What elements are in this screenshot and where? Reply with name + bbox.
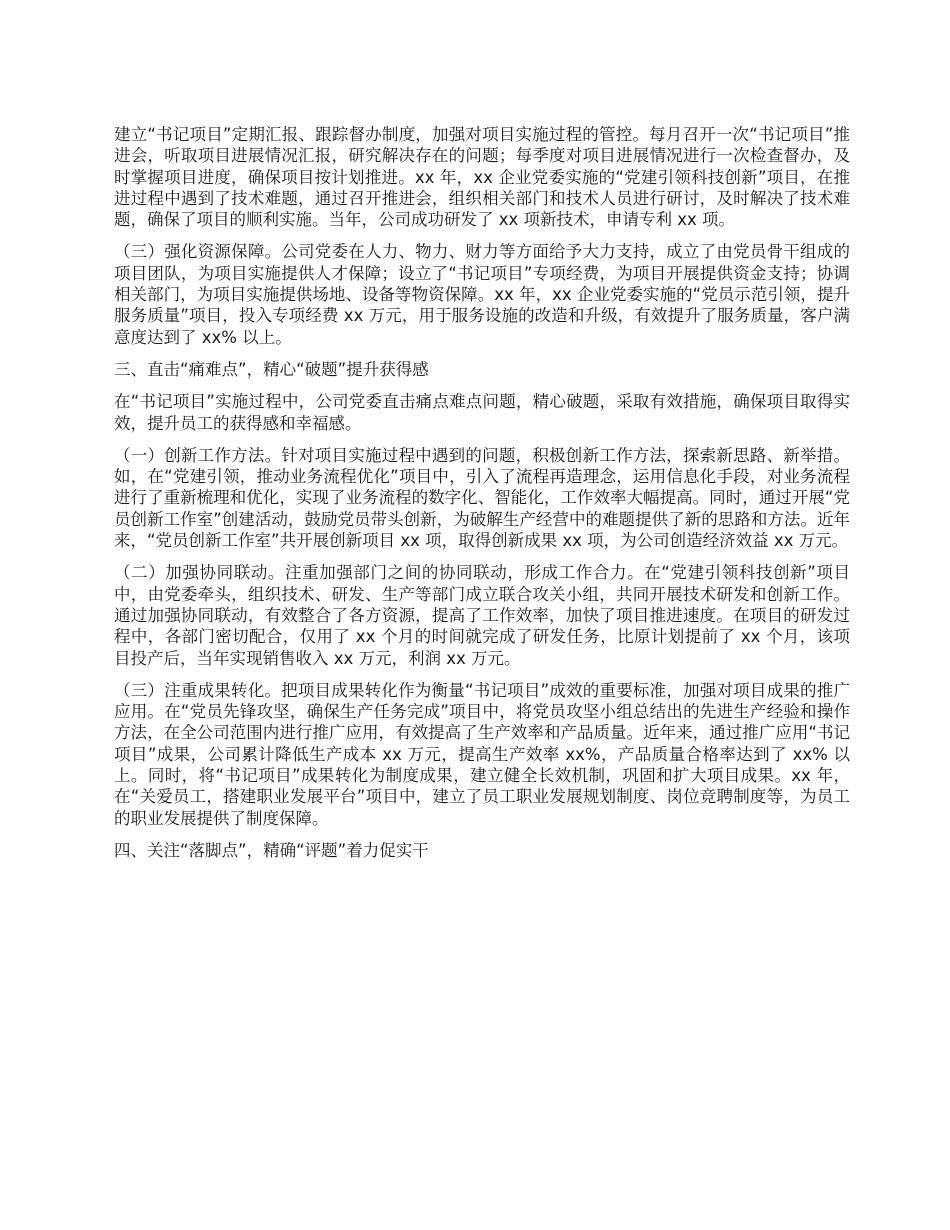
paragraph-innovation-methods: （一）创新工作方法。针对项目实施过程中遇到的问题，积极创新工作方法，探索新思路、新举措。如，在“党建引领，推动业务流程优化”项目中，引入了流程再造理念，运用信息化手段，对业务流程进行了重新梳理和优化，实现了业务流程的数字化、智能化，工作效率大幅提高。同时，通过开展“党员创新工作室”创建活动，鼓励党员带头创新，为破解生产经营中的难题提供了新的思路和方法。近年来，“党员创新工作室”共开展创新项目 xx 项，取得创新成果 xx 项，为公司创造经济效益 xx 万元。 [114,445,850,551]
section-heading-focus-point: 四、关注“落脚点”，精确“评题”着力促实干 [114,840,429,860]
paragraph-results-transformation: （三）注重成果转化。把项目成果转化作为衡量“书记项目”成效的重要标准，加强对项目成果的推广应用。在“党员先锋攻坚，确保生产任务完成”项目中，将党员攻坚小组总结出的先进生产经验和操作方法，在全公司范围内进行推广应用，有效提高了生产效率和产品质量。近年来，通过推广应用“书记项目”成果，公司累计降低生产成本 xx 万元，提高生产效率 xx%，产品质量合格率达到了 xx% 以上。同时，将“书记项目”成果转化为制度成果，建立健全长效机制，巩固和扩大项目成果。xx 年，在“关爱员工，搭建职业发展平台”项目中，建立了员工职业发展规划制度、岗位竞聘制度等，为员工的职业发展提供了制度保障。 [114,680,850,828]
paragraph-coordination: （二）加强协同联动。注重加强部门之间的协同联动，形成工作合力。在“党建引领科技创新”项目中，由党委牵头，组织技术、研发、生产等部门成立联合攻关小组，共同开展技术研发和创新工作。通过加强协同联动，有效整合了各方资源，提高了工作效率，加快了项目推进速度。在项目的研发过程中，各部门密切配合，仅用了 xx 个月的时间就完成了研发任务，比原计划提前了 xx 个月，该项目投产后，当年实现销售收入 xx 万元，利润 xx 万元。 [114,563,850,668]
paragraph-supervision-system: 建立“书记项目”定期汇报、跟踪督办制度，加强对项目实施过程的管控。每月召开一次“书记项目”推进会，听取项目进展情况汇报，研究解决存在的问题；每季度对项目进展情况进行一次检查督办，及时掌握项目进度，确保项目按计划推进。xx 年，xx 企业党委实施的“党建引领科技创新”项目，在推进过程中遇到了技术难题，通过召开推进会，组织相关部门和技术人员进行研讨，及时解决了技术难题，确保了项目的顺利实施。当年，公司成功研发了 xx 项新技术，申请专利 xx 项。 [114,125,850,230]
paragraph-pain-points-intro: 在“书记项目”实施过程中，公司党委直击痛点难点问题，精心破题，采取有效措施，确保项目取得实效，提升员工的获得感和幸福感。 [114,392,850,433]
paragraph-resource-guarantee: （三）强化资源保障。公司党委在人力、物力、财力等方面给予大力支持，成立了由党员骨干组成的项目团队，为项目实施提供人才保障；设立了“书记项目”专项经费，为项目开展提供资金支持；协调相关部门，为项目实施提供场地、设备等物资保障。xx 年，xx 企业党委实施的“党员示范引领，提升服务质量”项目，投入专项经费 xx 万元，用于服务设施的改造和升级，有效提升了服务质量，客户满意度达到了 xx% 以上。 [114,242,850,347]
document-page [114,124,850,872]
section-heading-pain-points: 三、直击“痛难点”，精心“破题”提升获得感 [114,359,429,379]
